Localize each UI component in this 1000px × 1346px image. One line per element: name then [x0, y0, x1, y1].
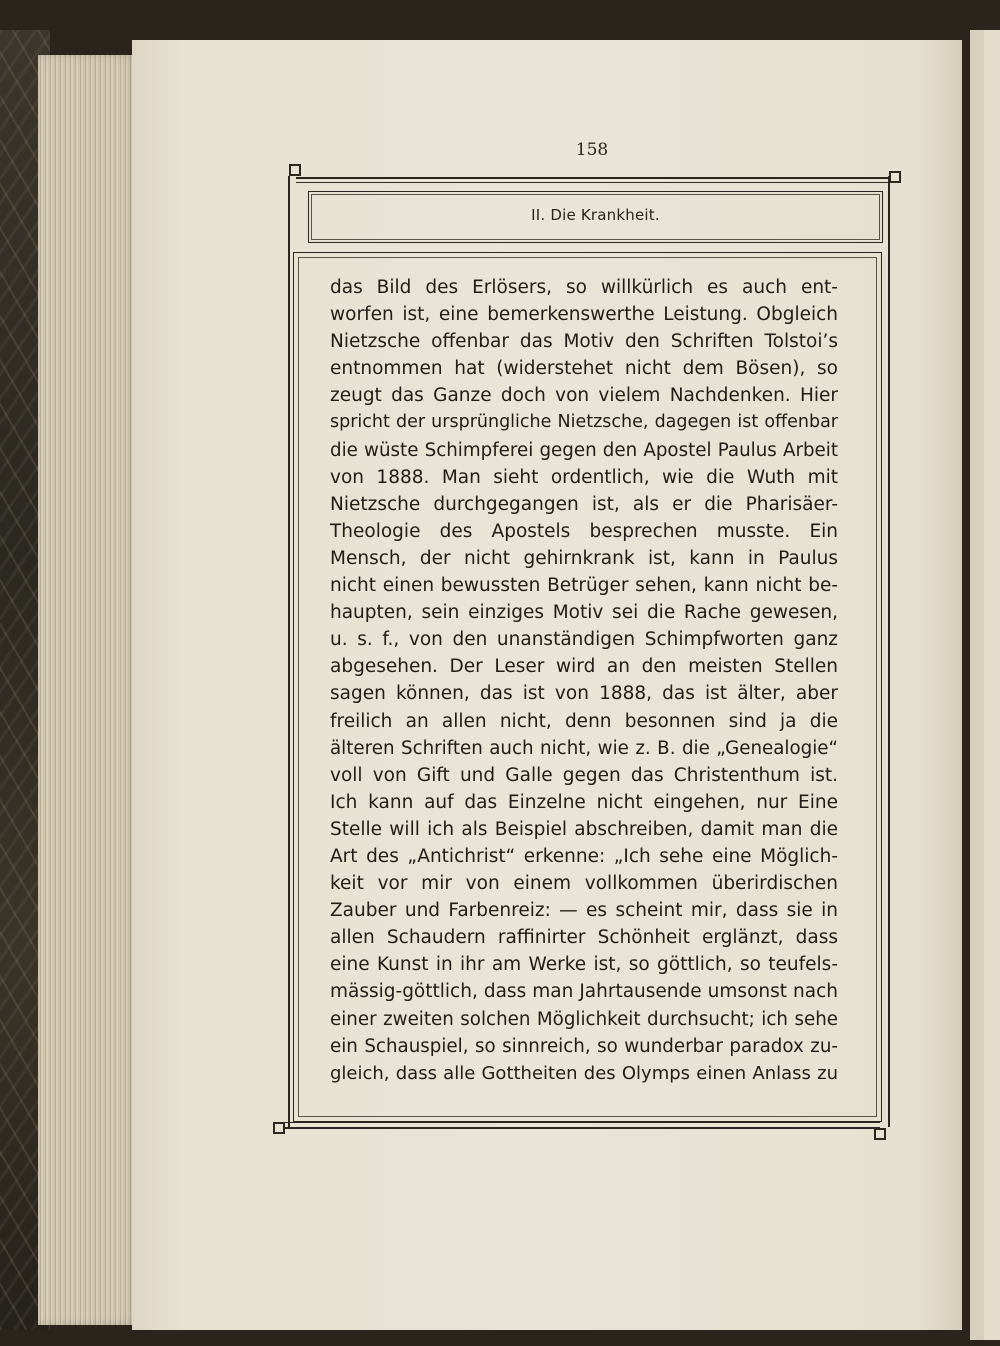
frame-right-rule — [888, 176, 890, 1127]
frame-bottom-rule — [280, 1127, 880, 1129]
text-line: freilich an allen nicht, denn besonnen sind ja die — [330, 710, 838, 732]
running-head-box — [308, 191, 883, 243]
text-line: eine Kunst in ihr am Werke ist, so göttlich, so teufels- — [330, 954, 838, 976]
frame-corner-bottom-left — [273, 1122, 285, 1134]
page-edges — [38, 55, 138, 1325]
running-head: II. Die Krankheit. — [531, 206, 660, 224]
text-line: Mensch, der nicht gehirnkrank ist, kann in Paulus — [330, 547, 838, 569]
text-line: gleich, dass alle Gottheiten des Olymps einen Anlass zu — [330, 1062, 838, 1084]
text-line: sagen können, das ist von 1888, das ist älter, aber — [330, 683, 838, 705]
frame-corner-top-left — [289, 164, 301, 176]
text-line: u. s. f., von den unanständigen Schimpfworten ganz — [330, 629, 838, 651]
facing-page-edge — [962, 30, 1000, 1340]
text-line: Zauber und Farbenreiz: — es scheint mir, dass sie in — [330, 900, 838, 922]
text-line: die wüste Schimpferei gegen den Apostel Paulus Arbeit — [330, 439, 838, 461]
text-line: haupten, sein einziges Motiv sei die Rache gewesen, — [330, 602, 838, 624]
page-number: 158 — [575, 140, 609, 160]
text-line: allen Schaudern raffinirter Schönheit erglänzt, dass — [330, 927, 838, 949]
text-line: nicht einen bewussten Betrüger sehen, kann nicht be- — [330, 575, 838, 597]
text-line: mässig-göttlich, dass man Jahrtausende umsonst nach — [330, 981, 838, 1003]
text-line: einer zweiten solchen Möglichkeit durchsucht; ich sehe — [330, 1008, 838, 1030]
text-line: Art des „Antichrist“ erkenne: „Ich sehe eine Möglich- — [330, 845, 838, 867]
frame-corner-bottom-right — [874, 1128, 886, 1140]
frame-top-rule — [296, 177, 895, 179]
text-line: Stelle will ich als Beispiel abschreiben, damit man die — [330, 818, 838, 840]
text-line: ein Schauspiel, so sinnreich, so wunderbar paradox zu- — [330, 1035, 838, 1057]
body-text — [330, 274, 838, 1087]
frame-left-rule — [288, 176, 290, 1127]
frame-corner-top-right — [889, 171, 901, 183]
text-line: worfen ist, eine bemerkenswerthe Leistung. Obgleich — [330, 304, 838, 326]
text-line: Theologie des Apostels besprechen musste. Ein — [330, 520, 838, 542]
text-line: von 1888. Man sieht ordentlich, wie die Wuth mit — [330, 466, 838, 488]
text-line: keit vor mir von einem vollkommen überirdischen — [330, 873, 838, 895]
frame-bottom-rule-thin — [280, 1122, 880, 1123]
text-line: Ich kann auf das Einzelne nicht eingehen, nur Eine — [330, 791, 838, 813]
text-line: zeugt das Ganze doch von vielem Nachdenken. Hier — [330, 385, 838, 407]
text-line: spricht der ursprüngliche Nietzsche, dagegen ist offenbar — [330, 412, 838, 433]
text-line: Nietzsche offenbar das Motiv den Schriften Tolstoi’s — [330, 331, 838, 353]
frame-top-rule-thin — [296, 182, 895, 183]
text-line: das Bild des Erlösers, so willkürlich es auch ent- — [330, 277, 838, 298]
text-line: Nietzsche durchgegangen ist, als er die Pharisäer- — [330, 493, 838, 515]
text-line: voll von Gift und Galle gegen das Christenthum ist. — [330, 764, 838, 786]
text-line: entnommen hat (widerstehet nicht dem Bösen), so — [330, 358, 838, 380]
text-line: älteren Schriften auch nicht, wie z. B. die „Genealogie“ — [330, 737, 838, 759]
text-line: abgesehen. Der Leser wird an den meisten Stellen — [330, 656, 838, 678]
